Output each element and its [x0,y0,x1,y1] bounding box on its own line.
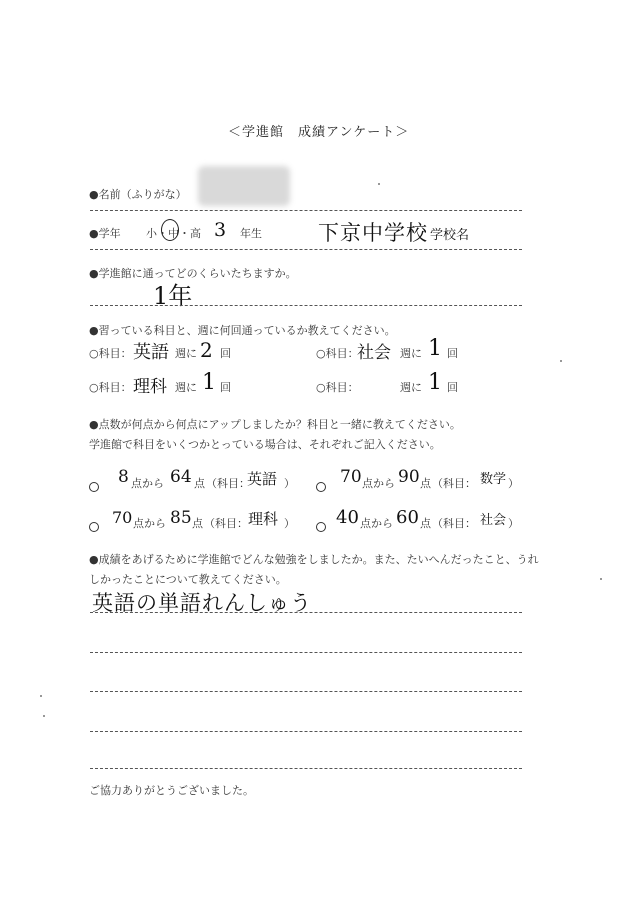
grade-label: ●学年 [89,227,121,240]
times-suffix: 回 [447,381,458,394]
score-subject-close: ） [284,517,295,530]
name-answer-line [90,210,522,211]
score-option-circle [316,516,326,535]
scan-speck [43,715,45,717]
score-subject-value: 英語 [247,470,278,488]
grade-suffix: 年生 [240,227,262,240]
score-subject-open: （科目： [432,477,476,490]
scan-speck [600,578,602,580]
study-answer: 英語の単語れんしゅう [92,591,312,615]
score-option-circle [316,476,326,495]
score-option-circle [89,476,99,495]
scan-speck [378,183,380,185]
subject-label: ○科目： [316,347,359,360]
study-answer-line [90,691,522,692]
score-to-value: 90 [398,467,420,487]
week-prefix: 週に [400,381,422,394]
times-value: 1 [428,336,442,361]
study-answer-line [90,768,522,769]
subjects-question: ●習っている科目と、週に何回通っているか教えてください。 [89,324,396,337]
score-to-value: 85 [170,508,192,528]
score-to-value: 60 [396,507,419,528]
times-suffix: 回 [220,347,231,360]
times-suffix: 回 [220,381,231,394]
score-from-suffix: 点から [360,517,393,530]
redacted-name [198,166,290,206]
survey-title: ＜学進館 成績アンケート＞ [228,125,410,140]
score-subject-open: （科目： [204,517,248,530]
scores-question: ●点数が何点から何点にアップしましたか？科目と一緒に教えてください。 [89,418,461,431]
score-subject-value: 理科 [248,510,279,528]
score-from-value: 8 [118,467,129,487]
score-subject-value: 社会 [480,513,507,528]
score-from-value: 70 [340,467,362,487]
score-to-value: 64 [170,467,192,487]
study-answer-line [90,731,522,732]
times-value: 1 [428,370,442,395]
score-to-suffix: 点 [192,517,203,530]
score-subject-close: ） [284,477,295,490]
study-question-cont: しかったことについて教えてください。 [89,573,287,586]
score-subject-open: （科目： [432,517,476,530]
subject-value: 社会 [357,343,391,363]
subject-value: 英語 [133,342,169,363]
grade-answer-line [90,249,522,250]
week-prefix: 週に [175,347,197,360]
name-label: ●名前（ふりがな） [89,188,187,201]
score-option-circle [89,516,99,535]
grade-levels: 小・中・高 [146,227,201,240]
score-subject-value: 数学 [480,472,507,487]
scan-speck [560,360,562,362]
school-name-value: 下京中学校 [318,221,428,245]
score-subject-open: （科目： [206,477,250,490]
score-from-suffix: 点から [133,517,166,530]
week-prefix: 週に [175,381,197,394]
scores-subquestion: 学進館で科目をいくつかとっている場合は、それぞれご記入ください。 [89,438,441,451]
times-value: 1 [202,370,216,395]
scan-speck [40,695,42,697]
score-from-suffix: 点から [362,477,395,490]
score-subject-close: ） [508,517,519,530]
score-from-value: 40 [336,507,359,528]
score-subject-close: ） [508,477,519,490]
score-from-value: 70 [112,508,133,527]
subject-value: 理科 [133,377,167,397]
score-to-suffix: 点 [420,517,431,530]
week-prefix: 週に [400,347,422,360]
score-to-suffix: 点 [194,477,205,490]
period-question: ●学進館に通ってどのくらいたちますか。 [89,267,297,280]
times-value: 2 [200,338,213,362]
period-answer: 1年 [153,282,193,310]
subject-label: ○科目： [89,381,132,394]
study-question: ●成績をあげるために学進館でどんな勉強をしましたか。また、たいへんだったこと、うれ [89,553,539,566]
grade-value: 3 [214,219,227,241]
thanks-footer: ご協力ありがとうございました。 [89,784,254,797]
subject-label: ○科目： [89,347,132,360]
grade-level-circle [161,219,179,241]
score-from-suffix: 点から [131,477,164,490]
times-suffix: 回 [447,347,458,360]
period-answer-line [90,305,522,306]
score-to-suffix: 点 [420,477,431,490]
study-answer-line [90,652,522,653]
school-name-label: 学校名 [430,228,470,243]
study-answer-line [90,612,522,613]
subject-label: ○科目： [316,381,359,394]
